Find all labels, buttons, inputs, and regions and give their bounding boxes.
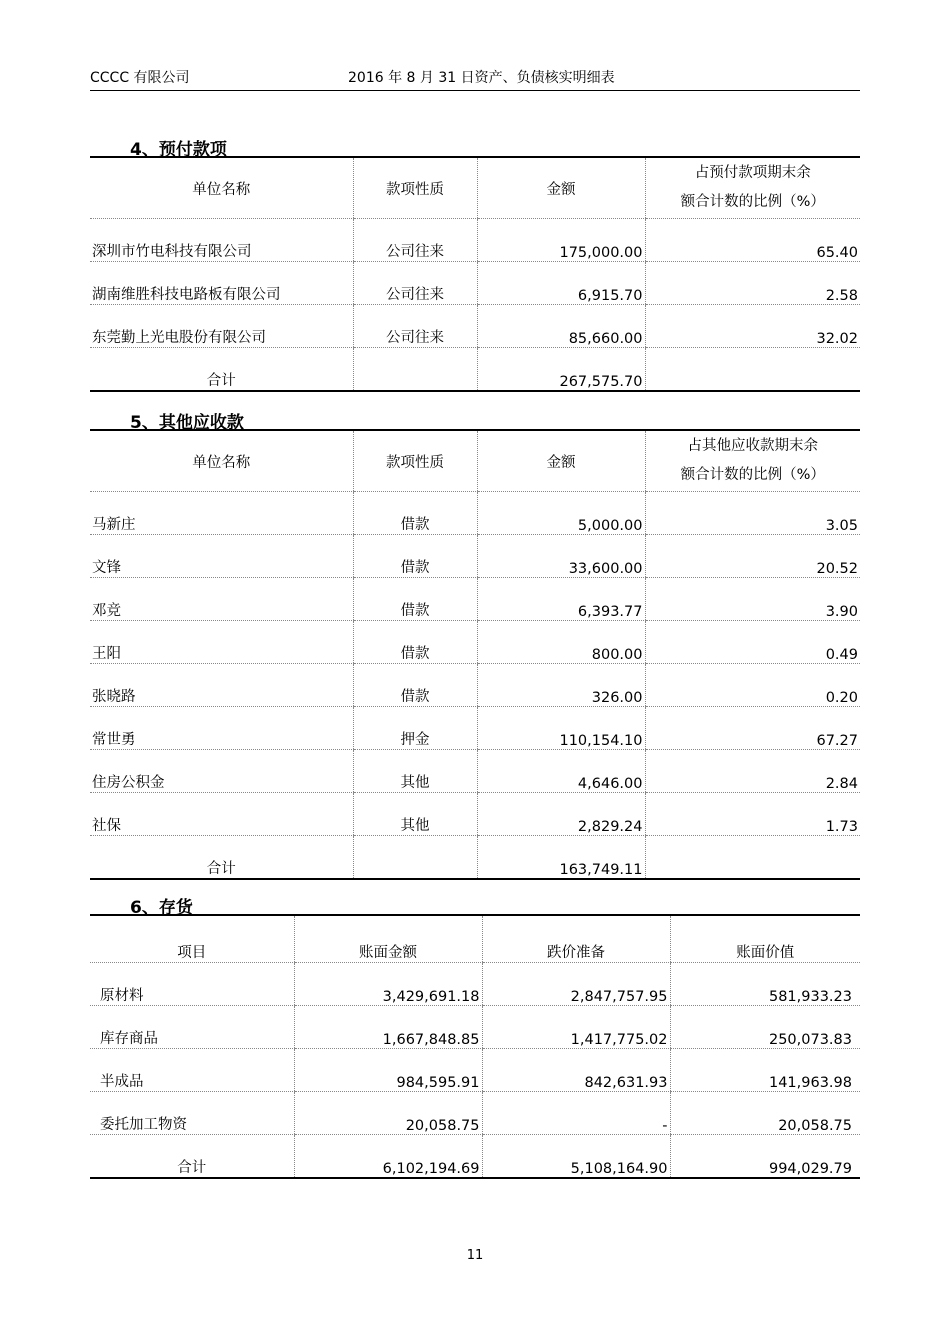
nature-cell: 借款 <box>353 621 477 664</box>
ratio-cell: 67.27 <box>645 707 860 750</box>
column-header: 款项性质 <box>353 157 477 219</box>
amount-cell: 4,646.00 <box>477 750 645 793</box>
column-header <box>645 157 860 219</box>
table-row <box>90 492 860 535</box>
name-cell: 邓竞 <box>90 578 353 621</box>
empty-cell <box>353 836 477 880</box>
table-row <box>90 578 860 621</box>
table-row <box>90 750 860 793</box>
nature-cell: 借款 <box>353 578 477 621</box>
table-row <box>90 664 860 707</box>
nature-cell: 公司往来 <box>353 219 477 262</box>
document-title: 2016 年 8 月 31 日资产、负债核实明细表 <box>348 70 615 86</box>
table-row <box>90 1049 860 1092</box>
table-row <box>90 262 860 305</box>
provision-cell: 1,417,775.02 <box>482 1006 670 1049</box>
company-cell: 深圳市竹电科技有限公司 <box>90 219 353 262</box>
empty-cell <box>645 348 860 392</box>
total-label: 合计 <box>177 1160 207 1176</box>
table-row <box>90 793 860 836</box>
table-row <box>90 1092 860 1135</box>
column-header-line: 占其他应收款期末余 <box>687 438 818 454</box>
table-row <box>90 707 860 750</box>
nature-cell: 借款 <box>353 664 477 707</box>
total-book-amount: 6,102,194.69 <box>294 1135 482 1179</box>
column-header: 单位名称 <box>90 430 353 492</box>
column-header: 跌价准备 <box>482 915 670 963</box>
name-cell: 马新庄 <box>90 492 353 535</box>
company-name: CCCC 有限公司 <box>90 70 190 86</box>
amount-cell: 6,915.70 <box>477 262 645 305</box>
section-title-other-receivables: 5、其他应收款 <box>130 413 244 433</box>
amount-cell: 326.00 <box>477 664 645 707</box>
ratio-cell: 0.20 <box>645 664 860 707</box>
amount-cell: 175,000.00 <box>477 219 645 262</box>
nature-cell: 借款 <box>353 492 477 535</box>
prepayments-table <box>90 156 860 392</box>
column-header: 账面金额 <box>294 915 482 963</box>
company-cell: 东莞勤上光电股份有限公司 <box>90 305 353 348</box>
table-header-row <box>90 430 860 492</box>
column-header: 金额 <box>477 430 645 492</box>
amount-cell: 85,660.00 <box>477 305 645 348</box>
book-value-cell: 581,933.23 <box>670 963 860 1006</box>
column-header: 账面价值 <box>670 915 860 963</box>
column-header: 单位名称 <box>90 157 353 219</box>
book-value-cell: 141,963.98 <box>670 1049 860 1092</box>
name-cell: 张晓路 <box>90 664 353 707</box>
nature-cell: 其他 <box>353 750 477 793</box>
table-header-row <box>90 157 860 219</box>
total-label: 合计 <box>206 373 236 389</box>
ratio-cell: 32.02 <box>645 305 860 348</box>
total-row <box>90 348 860 392</box>
column-header: 金额 <box>477 157 645 219</box>
provision-cell: - <box>482 1092 670 1135</box>
amount-cell: 5,000.00 <box>477 492 645 535</box>
ratio-cell: 3.90 <box>645 578 860 621</box>
column-header: 项目 <box>90 915 294 963</box>
table-row <box>90 963 860 1006</box>
name-cell: 王阳 <box>90 621 353 664</box>
page-header <box>90 62 860 91</box>
column-header-line: 额合计数的比例（%） <box>680 467 825 483</box>
book-amount-cell: 3,429,691.18 <box>294 963 482 1006</box>
book-amount-cell: 1,667,848.85 <box>294 1006 482 1049</box>
book-amount-cell: 984,595.91 <box>294 1049 482 1092</box>
column-header-line: 额合计数的比例（%） <box>680 194 825 210</box>
ratio-cell: 3.05 <box>645 492 860 535</box>
total-amount: 163,749.11 <box>477 836 645 880</box>
total-row <box>90 836 860 880</box>
item-cell: 库存商品 <box>90 1006 294 1049</box>
table-row <box>90 219 860 262</box>
ratio-cell: 1.73 <box>645 793 860 836</box>
other-receivables-table <box>90 429 860 880</box>
section-title-prepayments: 4、预付款项 <box>130 140 227 160</box>
nature-cell: 其他 <box>353 793 477 836</box>
item-cell: 原材料 <box>90 963 294 1006</box>
column-header-line: 占预付款项期末余 <box>694 165 811 181</box>
total-provision: 5,108,164.90 <box>482 1135 670 1179</box>
ratio-cell: 2.58 <box>645 262 860 305</box>
total-label: 合计 <box>206 861 236 877</box>
book-value-cell: 250,073.83 <box>670 1006 860 1049</box>
ratio-cell: 20.52 <box>645 535 860 578</box>
table-row <box>90 621 860 664</box>
page-number: 11 <box>466 1248 484 1263</box>
table-row <box>90 1006 860 1049</box>
inventory-table <box>90 914 860 1179</box>
ratio-cell: 2.84 <box>645 750 860 793</box>
table-row <box>90 535 860 578</box>
total-amount: 267,575.70 <box>477 348 645 392</box>
column-header <box>645 430 860 492</box>
item-cell: 委托加工物资 <box>90 1092 294 1135</box>
empty-cell <box>645 836 860 880</box>
ratio-cell: 65.40 <box>645 219 860 262</box>
total-row <box>90 1135 860 1179</box>
total-book-value: 994,029.79 <box>670 1135 860 1179</box>
ratio-cell: 0.49 <box>645 621 860 664</box>
nature-cell: 借款 <box>353 535 477 578</box>
book-amount-cell: 20,058.75 <box>294 1092 482 1135</box>
name-cell: 住房公积金 <box>90 750 353 793</box>
name-cell: 文锋 <box>90 535 353 578</box>
nature-cell: 押金 <box>353 707 477 750</box>
amount-cell: 800.00 <box>477 621 645 664</box>
name-cell: 社保 <box>90 793 353 836</box>
nature-cell: 公司往来 <box>353 305 477 348</box>
empty-cell <box>353 348 477 392</box>
column-header: 款项性质 <box>353 430 477 492</box>
amount-cell: 33,600.00 <box>477 535 645 578</box>
item-cell: 半成品 <box>90 1049 294 1092</box>
table-header-row <box>90 915 860 963</box>
provision-cell: 842,631.93 <box>482 1049 670 1092</box>
name-cell: 常世勇 <box>90 707 353 750</box>
table-row <box>90 305 860 348</box>
book-value-cell: 20,058.75 <box>670 1092 860 1135</box>
section-title-inventory: 6、存货 <box>130 898 193 918</box>
nature-cell: 公司往来 <box>353 262 477 305</box>
amount-cell: 110,154.10 <box>477 707 645 750</box>
amount-cell: 2,829.24 <box>477 793 645 836</box>
provision-cell: 2,847,757.95 <box>482 963 670 1006</box>
company-cell: 湖南维胜科技电路板有限公司 <box>90 262 353 305</box>
amount-cell: 6,393.77 <box>477 578 645 621</box>
